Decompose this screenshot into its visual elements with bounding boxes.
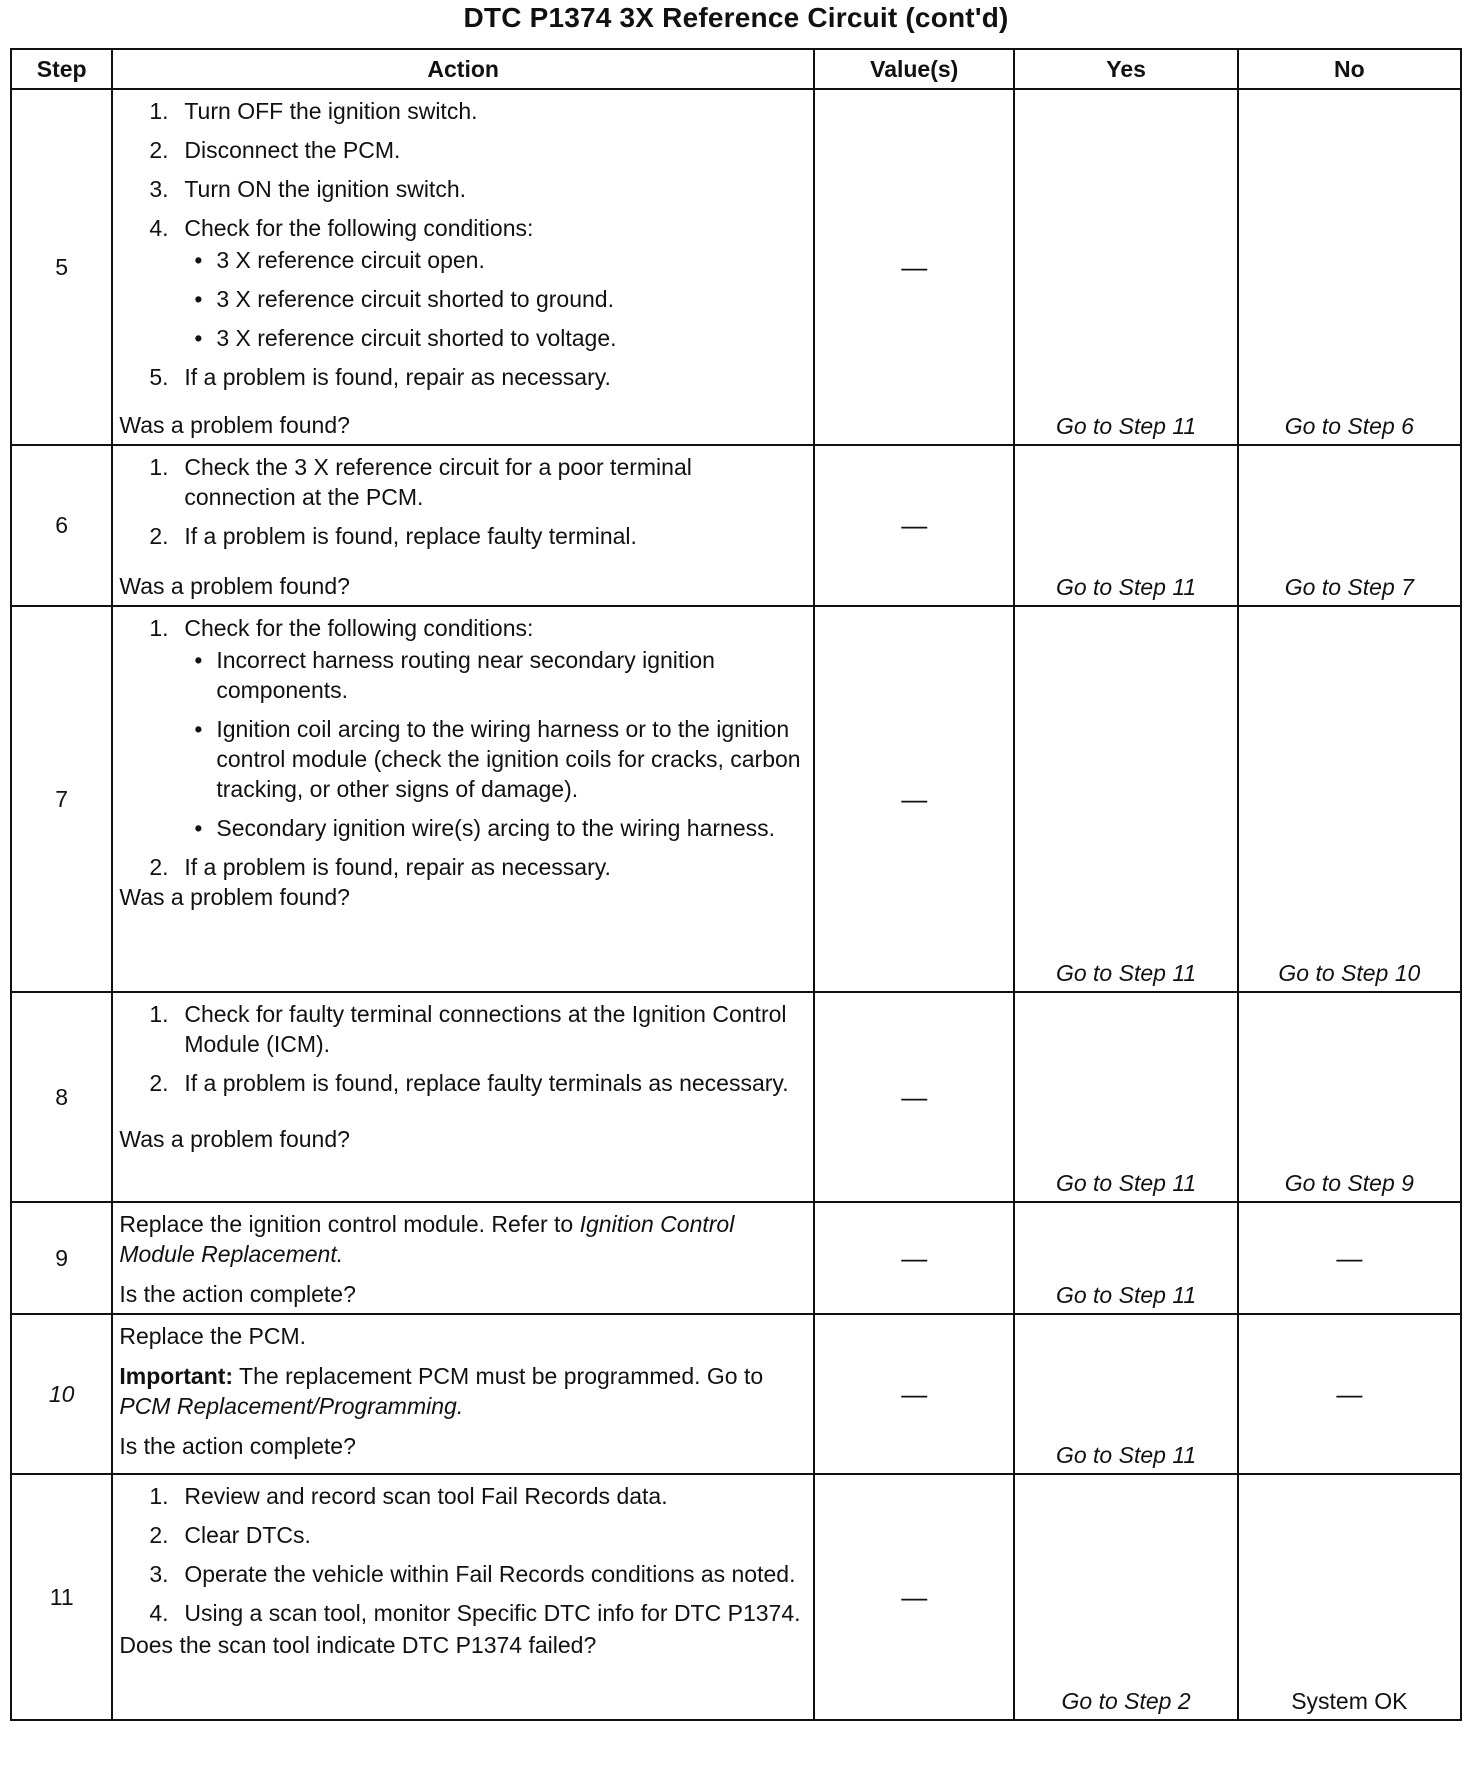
list-item: 1. Turn OFF the ignition switch. [149, 98, 478, 124]
step-number: 6 [11, 445, 112, 606]
value-cell: — [814, 606, 1014, 992]
no-cell: System OK [1238, 1474, 1461, 1720]
bullet-item: • Secondary ignition wire(s) arcing to the wiring harness. [184, 813, 807, 843]
list-item: 1. Check the 3 X reference circuit for a poor terminal connection at the PCM. [149, 454, 692, 510]
page-title: DTC P1374 3X Reference Circuit (cont'd) [463, 2, 1009, 33]
value-cell: — [814, 89, 1014, 445]
yes-cell: Go to Step 11 [1014, 1314, 1237, 1474]
step-number: 8 [11, 992, 112, 1202]
question: Does the scan tool indicate DTC P1374 failed? [119, 1632, 597, 1658]
value-cell: — [814, 1314, 1014, 1474]
list-item: 2. Clear DTCs. [149, 1522, 311, 1548]
condition-list [184, 645, 807, 843]
no-cell: — [1238, 1314, 1461, 1474]
action-list [119, 999, 807, 1098]
action-cell [112, 606, 814, 992]
bullet-item: • 3 X reference circuit shorted to ground. [184, 284, 807, 314]
action-cell [112, 89, 814, 445]
question: Is the action complete? [119, 1433, 356, 1459]
step-number: 7 [11, 606, 112, 992]
action-list [119, 1481, 807, 1628]
table-row [11, 1474, 1461, 1720]
action-cell [112, 445, 814, 606]
action-list [119, 96, 807, 392]
yes-cell: Go to Step 2 [1014, 1474, 1237, 1720]
table-row [11, 1314, 1461, 1474]
no-cell: Go to Step 6 [1238, 89, 1461, 445]
question: Is the action complete? [119, 1281, 356, 1307]
list-item: 2. If a problem is found, replace faulty terminal. [149, 523, 637, 549]
condition-list [184, 245, 807, 353]
diagnostic-table [10, 48, 1462, 1721]
list-item: 2. Disconnect the PCM. [149, 137, 401, 163]
value-cell: — [814, 1474, 1014, 1720]
bullet-item: • 3 X reference circuit shorted to voltage. [184, 323, 807, 353]
question: Was a problem found? [119, 412, 350, 438]
header-no: No [1238, 49, 1461, 89]
list-item: 4. Check for the following conditions: • 3 X reference circuit open. • 3 X reference circuit shorted to ground. • 3 X reference circuit shorted to voltage. [119, 213, 807, 353]
header-step: Step [11, 49, 112, 89]
list-item: 1. Review and record scan tool Fail Records data. [149, 1483, 668, 1509]
bullet-item: • Ignition coil arcing to the wiring harness or to the ignition control module (check the ignition coils for cracks, carbon tracking, or other signs of damage). [184, 714, 807, 804]
step-number: 10 [11, 1314, 112, 1474]
no-cell: — [1238, 1202, 1461, 1314]
bullet-item: • 3 X reference circuit open. [184, 245, 807, 275]
action-text: Replace the ignition control module. Refer to Ignition Control Module Replacement. [119, 1211, 735, 1267]
header-action: Action [112, 49, 814, 89]
value-cell: — [814, 445, 1014, 606]
action-cell [112, 992, 814, 1202]
list-item: 2. If a problem is found, replace faulty terminals as necessary. [149, 1070, 789, 1096]
table-row [11, 89, 1461, 445]
action-list [119, 613, 807, 882]
table-row [11, 445, 1461, 606]
header-yes: Yes [1014, 49, 1237, 89]
yes-cell: Go to Step 11 [1014, 445, 1237, 606]
action-cell [112, 1474, 814, 1720]
header-values: Value(s) [814, 49, 1014, 89]
question: Was a problem found? [119, 1126, 350, 1152]
step-number: 11 [11, 1474, 112, 1720]
list-item: 2. If a problem is found, repair as necessary. [149, 854, 611, 880]
list-item: 3. Turn ON the ignition switch. [149, 176, 467, 202]
value-cell: — [814, 992, 1014, 1202]
step-number: 9 [11, 1202, 112, 1314]
list-item: 3. Operate the vehicle within Fail Records conditions as noted. [149, 1561, 796, 1587]
question: Was a problem found? [119, 884, 350, 910]
no-cell: Go to Step 7 [1238, 445, 1461, 606]
action-text: Replace the PCM. [119, 1323, 306, 1349]
no-cell: Go to Step 10 [1238, 606, 1461, 992]
list-item: 1. Check for faulty terminal connections at the Ignition Control Module (ICM). [149, 1001, 787, 1057]
step-number: 5 [11, 89, 112, 445]
value-cell: — [814, 1202, 1014, 1314]
bullet-item: • Incorrect harness routing near secondary ignition components. [184, 645, 807, 705]
table-row [11, 606, 1461, 992]
yes-cell: Go to Step 11 [1014, 89, 1237, 445]
yes-cell: Go to Step 11 [1014, 606, 1237, 992]
list-item: 1. Check for the following conditions: • Incorrect harness routing near secondary ignition components. • Ignition coil arcing to the wiring harness or to the ignition control module (check the ignition coils for cracks, carbon tracking, or other signs of damage). • Secondary ignition wire(s) arcing to the wiring harness. [119, 613, 807, 843]
action-cell [112, 1314, 814, 1474]
list-item: 4. Using a scan tool, monitor Specific DTC info for DTC P1374. [149, 1600, 801, 1626]
yes-cell: Go to Step 11 [1014, 992, 1237, 1202]
no-cell: Go to Step 9 [1238, 992, 1461, 1202]
important-note: Important: The replacement PCM must be programmed. Go to PCM Replacement/Programming. [119, 1363, 764, 1419]
action-cell [112, 1202, 814, 1314]
question: Was a problem found? [119, 573, 350, 599]
header-row [11, 49, 1461, 89]
action-list [119, 452, 807, 551]
list-item: 5. If a problem is found, repair as necessary. [149, 364, 611, 390]
yes-cell: Go to Step 11 [1014, 1202, 1237, 1314]
table-row [11, 992, 1461, 1202]
table-row [11, 1202, 1461, 1314]
